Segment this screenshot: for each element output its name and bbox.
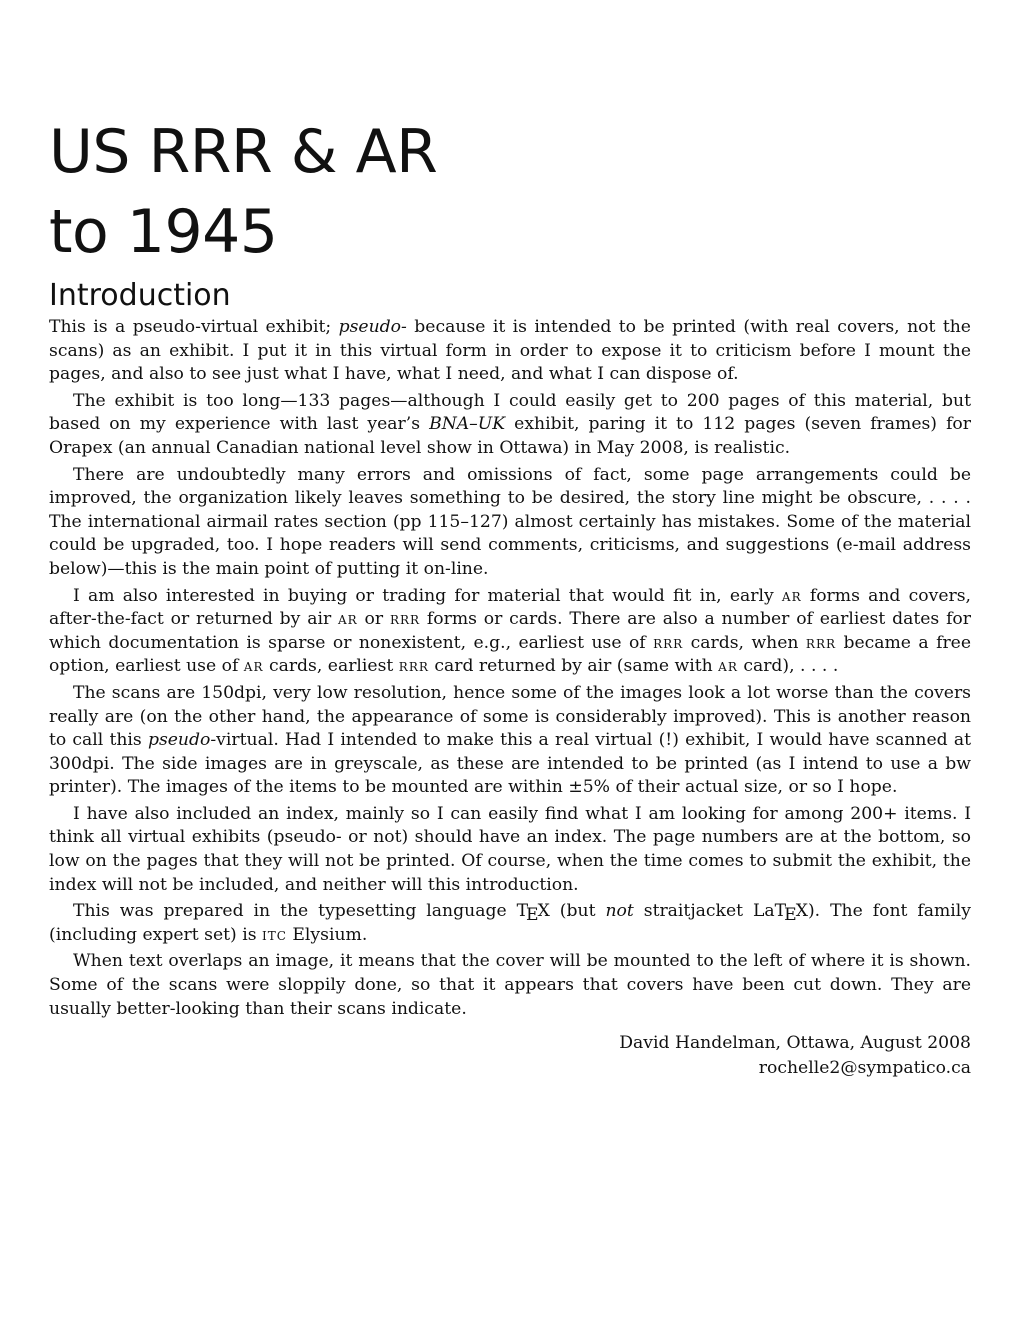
signature-block [49,1031,971,1081]
tex-logo-t: T [516,901,529,922]
latex-logo-t: T [774,901,787,922]
text-run: card), . . . . [737,656,839,677]
small-caps-abbrev: ar [718,656,738,677]
small-caps-abbrev: rrr [398,656,429,677]
paragraph-5 [49,682,971,800]
text-run: virtual. Had I intended to make this a real virtual (!) exhibit, I would have scanned at 300dpi. The side images are in greyscale, as these are intended to be printed (as I intend to use a bw printer). The images of the items to be mounted are within ±5% of their actual size, or so I hope. [49,730,971,798]
text-run: The scans are 150dpi, very low resolution, hence some of the images look a lot worse than the covers really are (on the other hand, the appearance of some is considerably improved). This is another reason to call this [49,682,971,751]
small-caps-abbrev: rrr [805,632,837,653]
emphasis-text: pseudo- [338,317,407,337]
latex-logo-la: La [753,901,775,922]
small-caps-abbrev: ar [781,585,802,606]
emphasis-text: BNA–UK [429,414,506,435]
latex-logo [753,901,808,926]
text-run: (but [549,901,606,922]
author-line: David Handelman, Ottawa, August 2008 [619,1033,971,1054]
paragraph-8: When text overlaps an image, it means that the cover will be mounted to the left of where it is shown. Some of the scans were sloppily done, so that it appears that covers have been cut down. They are usually better-looking than their scans indicate. [49,951,971,1019]
tex-logo-x: X [537,901,550,922]
text-run: forms or cards. There are also a number of earliest dates for which documentation is sparse or nonexistent, e.g., earliest use of [49,609,972,653]
small-caps-abbrev: itc [261,924,287,945]
paragraph-1 [49,316,971,387]
text-run: exhibit, paring it to 112 pages (seven frames) for Orapex (an annual Canadian national level show in Ottawa) in May 2008, is realistic. [49,414,971,458]
text-run: card returned by air (same with [428,656,719,677]
paragraph-6: I have also included an index, mainly so I can easily find what I am looking for among 200+ items. I think all virtual exhibits (pseudo- or not) should have an index. The page numbers are at the bottom, so low on the pages that they will not be printed. Of course, when the time comes to submit the exhibit, the index will not be included, and neither will this introduction. [49,803,971,895]
small-caps-abbrev: rrr [389,609,421,630]
tex-logo [516,901,550,926]
small-caps-abbrev: ar [338,609,358,630]
paragraph-7 [49,900,971,947]
small-caps-abbrev: rrr [653,632,684,653]
document-page [49,112,971,1081]
text-run: This is a pseudo-virtual exhibit; [49,317,339,337]
text-run: This was prepared in the typesetting language [73,901,517,922]
text-run: straitjacket [633,901,753,922]
paragraph-3: There are undoubtedly many errors and omissions of fact, some page arrangements could be improved, the organization likely leaves something to be desired, the story line might be obscure, . . . . The international airmail rates section (pp 115–127) almost certainly has mistakes. Some of the material could be upgraded, too. I hope readers will send comments, criticisms, and suggestions (e-mail address below)—this is the main point of putting it on-line. [49,464,971,579]
text-run: ). The font family (including expert set) is [49,901,971,945]
small-caps-abbrev: ar [243,656,264,677]
text-run: or [357,609,390,630]
document-title [49,112,971,272]
tex-logo-e: E [526,905,539,926]
text-run: cards, earliest [263,656,399,677]
emphasis-text: pseudo- [147,730,217,751]
text-run: because it is intended to be printed (with real covers, not the scans) as an exhibit. I put it in this virtual form in order to expose it to criticism before I mount the pages, and also to see just what I have, what I need, and what I can dispose of. [49,317,971,385]
latex-logo-x: X [795,901,808,922]
title-line-1: US RRR & AR [49,117,438,187]
text-run: became a free option, earliest use of [49,632,972,677]
text-run: cards, when [683,632,806,653]
paragraph-2 [49,390,971,461]
emphasis-text: not [605,901,634,922]
email-address[interactable]: rochelle2@sympatico.ca [758,1058,971,1079]
text-run: Elysium. [286,924,368,945]
latex-logo-e: E [784,905,797,926]
title-line-2: to 1945 [49,197,278,267]
section-heading: Introduction [49,278,231,313]
introduction-body [49,316,971,1021]
text-run: I am also interested in buying or trading for material that would fit in, early [73,585,782,606]
text-run: forms and covers, after-the-fact or returned by air [49,585,972,630]
paragraph-4 [49,585,971,679]
text-run: The exhibit is too long—133 pages—although I could easily get to 200 pages of this material, but based on my experience with last year’s [49,390,971,435]
